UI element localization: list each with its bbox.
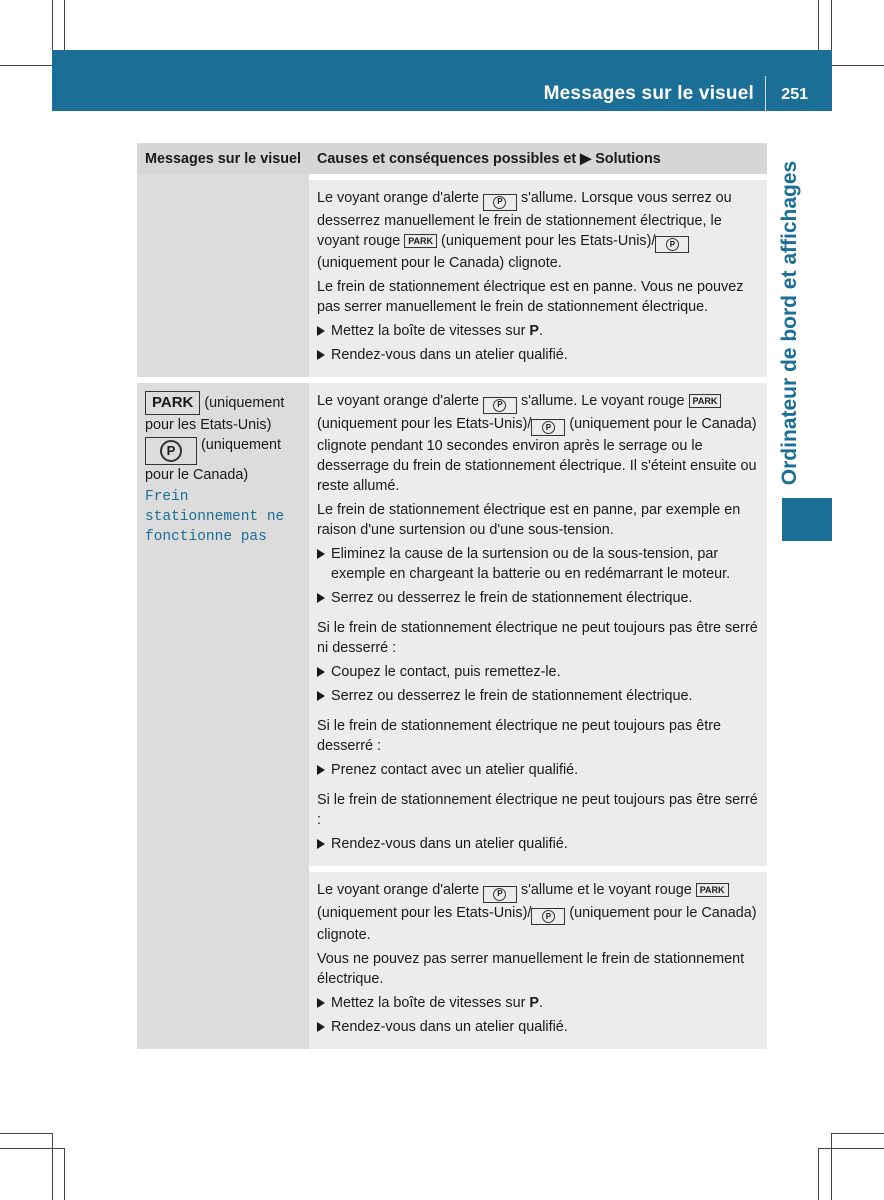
parking-brake-indicator-icon: P	[531, 419, 565, 436]
crop-mark	[818, 0, 819, 50]
instruction-item: Serrez ou desserrez le frein de stationnement électrique.	[317, 588, 759, 608]
arrow-bullet-icon	[317, 1022, 325, 1032]
paragraph: Vous ne pouvez pas serrer manuellement le frein de stationnement électrique.	[317, 951, 745, 987]
paragraph: Si le frein de stationnement électrique ne peut toujours pas être serré ni desserré :	[317, 620, 758, 656]
crop-mark	[52, 0, 53, 50]
column-header-messages: Messages sur le visuel	[137, 143, 309, 174]
header-divider	[765, 76, 766, 111]
paragraph: Le frein de stationnement électrique est en panne, par exemple en raison d'une surtension ou d'une sous-tension.	[317, 502, 741, 538]
crop-mark	[64, 0, 65, 50]
section-tab-marker	[782, 498, 832, 541]
text: s'allume. Lorsque vous serrez ou desserrez manuellement le frein de stationnement électrique, le voyant rouge	[317, 190, 732, 249]
instruction-item: Mettez la boîte de vitesses sur P.	[317, 993, 759, 1013]
text: (uniquement pour le Canada)	[145, 437, 281, 483]
message-cell-empty	[137, 180, 309, 377]
crop-mark	[831, 0, 832, 50]
crop-mark	[0, 65, 52, 66]
crop-mark	[52, 1133, 53, 1200]
message-cell	[137, 383, 309, 1049]
arrow-bullet-icon	[317, 350, 325, 360]
arrow-bullet-icon	[317, 667, 325, 677]
crop-mark	[0, 1133, 52, 1134]
crop-mark	[0, 1148, 64, 1149]
crop-mark	[832, 65, 884, 66]
page-header	[52, 50, 832, 111]
crop-mark	[832, 1133, 884, 1134]
arrow-bullet-icon	[317, 839, 325, 849]
arrow-bullet-icon	[317, 765, 325, 775]
instruction-item: Rendez-vous dans un atelier qualifié.	[317, 345, 759, 365]
text: Le voyant orange d'alerte	[317, 190, 479, 206]
page-number: 251	[781, 86, 808, 103]
section-label-text: Ordinateur de bord et affichages	[778, 160, 801, 485]
crop-mark	[64, 1148, 65, 1200]
text: (uniquement pour les Etats-Unis)/	[441, 232, 656, 249]
cause-cell	[309, 872, 767, 1049]
parking-brake-warning-icon: P	[483, 194, 517, 211]
instruction-item: Coupez le contact, puis remettez-le.	[317, 662, 759, 682]
crop-mark	[818, 1148, 884, 1149]
parking-brake-indicator-icon: P	[655, 236, 689, 253]
display-message: Frein stationnement ne fonctionne pas	[145, 489, 285, 545]
arrow-bullet-icon	[317, 549, 325, 559]
parking-brake-indicator-icon: P	[531, 908, 565, 925]
text: (uniquement pour le Canada) clignote.	[317, 255, 562, 271]
arrow-bullet-icon	[317, 691, 325, 701]
park-indicator-icon: PARK	[696, 883, 729, 897]
paragraph	[317, 188, 759, 273]
instruction-item: Mettez la boîte de vitesses sur P.	[317, 321, 759, 341]
paragraph: Le frein de stationnement électrique est en panne. Vous ne pouvez pas serrer manuellement le frein de stationnement électrique.	[317, 279, 744, 315]
table-header-row	[137, 143, 767, 174]
page-title: Messages sur le visuel	[543, 83, 754, 104]
arrow-bullet-icon	[317, 593, 325, 603]
instruction-item: Serrez ou desserrez le frein de stationnement électrique.	[317, 686, 759, 706]
paragraph: Si le frein de stationnement électrique ne peut toujours pas être desserré :	[317, 718, 721, 754]
paragraph: Le voyant orange d'alerte P s'allume. Le voyant rouge PARK (uniquement pour les Etats-Unis)/ P (uniquement pour le Canada) clignote pendant 10 secondes environ après le serrage ou le desserrage du frein de stationnement électrique. Il s'éteint ensuite ou reste allumé.	[317, 393, 757, 494]
instruction-item: Rendez-vous dans un atelier qualifié.	[317, 1017, 759, 1037]
text: (uniquement pour les Etats-Unis)	[145, 395, 285, 433]
messages-table	[137, 143, 767, 1049]
parking-brake-symbol-icon: P	[145, 437, 197, 465]
section-side-label	[772, 155, 808, 490]
table-row	[137, 383, 767, 866]
cause-cell	[309, 383, 767, 866]
arrow-bullet-icon	[317, 998, 325, 1008]
instruction-item: Eliminez la cause de la surtension ou de la sous-tension, par exemple en chargeant la batterie ou en redémarrant le moteur.	[317, 544, 759, 584]
column-header-causes: Causes et conséquences possibles et ▶ Solutions	[309, 143, 767, 174]
paragraph: Si le frein de stationnement électrique ne peut toujours pas être serré :	[317, 792, 758, 828]
parking-brake-warning-icon: P	[483, 397, 517, 414]
parking-brake-warning-icon: P	[483, 886, 517, 903]
crop-mark	[831, 1133, 832, 1200]
park-indicator-icon: PARK	[404, 234, 437, 248]
paragraph: Le voyant orange d'alerte P s'allume et le voyant rouge PARK (uniquement pour les Etats-Unis)/ P (uniquement pour le Canada) clignote.	[317, 882, 757, 943]
instruction-item: Prenez contact avec un atelier qualifié.	[317, 760, 759, 780]
park-indicator-icon: PARK	[689, 394, 722, 408]
cause-cell	[309, 180, 767, 377]
park-button-icon: PARK	[145, 391, 200, 415]
crop-mark	[818, 1148, 819, 1200]
table-row	[137, 180, 767, 377]
instruction-item: Rendez-vous dans un atelier qualifié.	[317, 834, 759, 854]
arrow-bullet-icon	[317, 326, 325, 336]
